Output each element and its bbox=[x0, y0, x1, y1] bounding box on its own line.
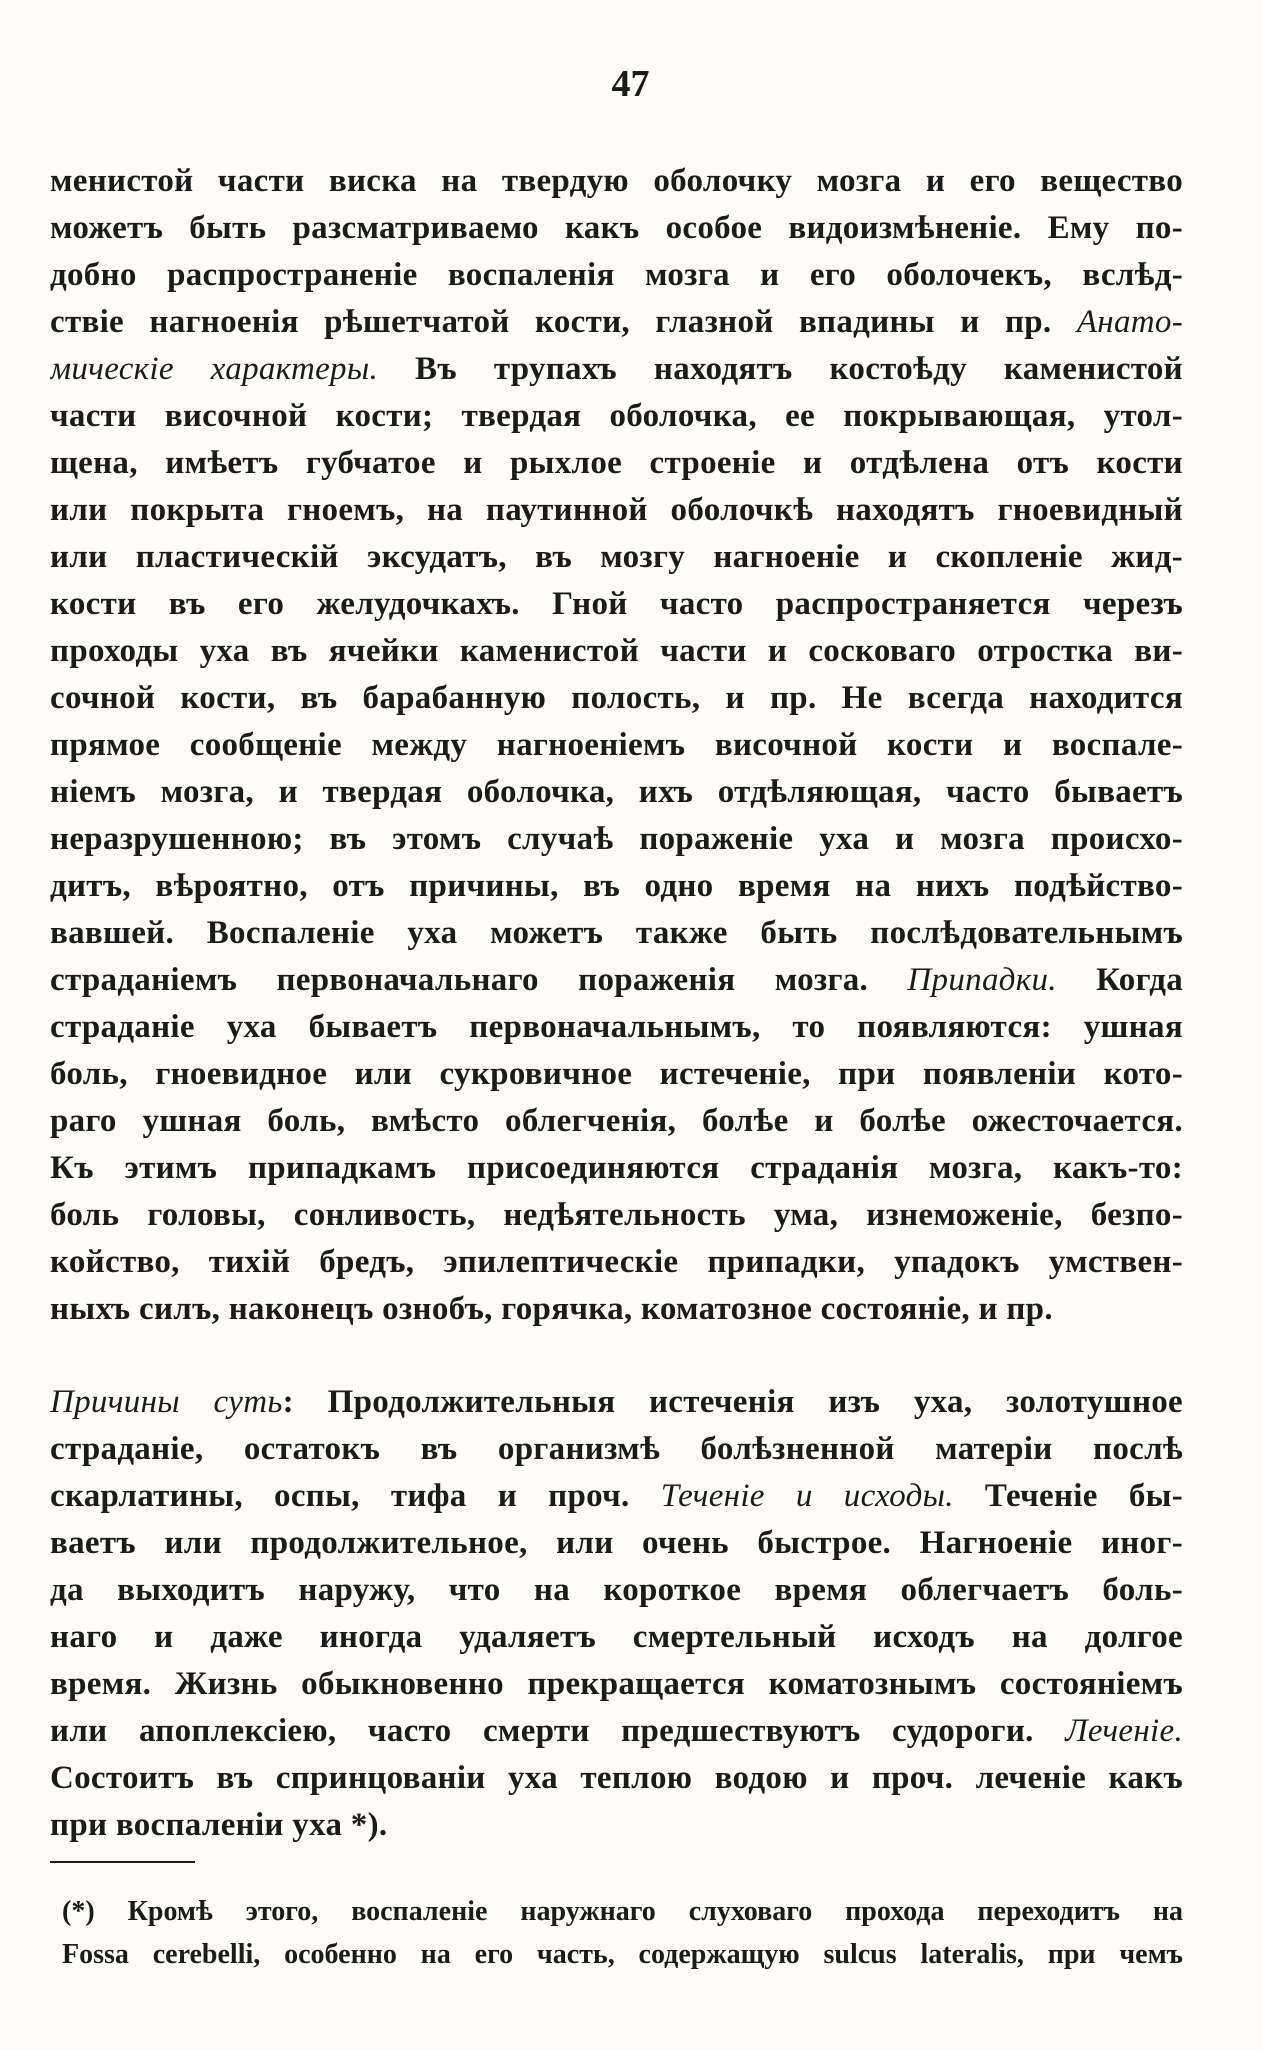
text-segment: боль, гноевидное или сукровичное истеченіе, при появленіи кото- bbox=[50, 1056, 1183, 1092]
text-segment: добно распространеніе воспаленія мозга и его оболочекъ, вслѣд- bbox=[50, 257, 1183, 293]
text-line bbox=[50, 1192, 1183, 1239]
text-segment: страданіе, остатокъ въ организмѣ болѣзненной матеріи послѣ bbox=[50, 1431, 1183, 1467]
text-line bbox=[50, 346, 1183, 393]
text-segment: прямое сообщеніе между нагноеніемъ височной кости и воспале- bbox=[50, 727, 1183, 763]
footnote bbox=[62, 1890, 1183, 1976]
text-segment: или апоплексіею, часто смерти предшествуютъ судороги. bbox=[50, 1713, 1066, 1749]
text-segment: Когда bbox=[1056, 962, 1183, 998]
italic-heading: Припадки. bbox=[907, 962, 1057, 998]
text-line bbox=[50, 957, 1183, 1004]
text-line bbox=[50, 769, 1183, 816]
text-segment: вавшей. Воспаленіе уха можетъ также быть послѣдовательнымъ bbox=[50, 915, 1183, 951]
text-segment: страданіе уха бываетъ первоначальнымъ, то появляются: ушная bbox=[50, 1009, 1183, 1045]
text-line bbox=[50, 628, 1183, 675]
text-line bbox=[50, 299, 1183, 346]
text-line bbox=[50, 1614, 1183, 1661]
text-segment: или покрыта гноемъ, на паутинной оболочкѣ находятъ гноевидный bbox=[50, 492, 1183, 528]
text-segment: неразрушенною; въ этомъ случаѣ пораженіе уха и мозга происхо- bbox=[50, 821, 1183, 857]
text-line bbox=[50, 1239, 1183, 1286]
text-line bbox=[50, 1661, 1183, 1708]
text-line bbox=[50, 1379, 1183, 1426]
text-line bbox=[50, 1145, 1183, 1192]
text-segment: наго и даже иногда удаляетъ смертельный исходъ на долгое bbox=[50, 1619, 1183, 1655]
text-segment: да выходитъ наружу, что на короткое время облегчаетъ боль- bbox=[50, 1572, 1183, 1608]
text-segment: менистой части виска на твердую оболочку мозга и его вещество bbox=[50, 163, 1183, 199]
text-segment: Въ трупахъ находятъ костоѣду каменистой bbox=[378, 351, 1183, 387]
text-line bbox=[50, 1426, 1183, 1473]
text-segment: раго ушная боль, вмѣсто облегченія, болѣе и болѣе ожесточается. bbox=[50, 1103, 1183, 1139]
text-segment: щена, имѣетъ губчатое и рыхлое строеніе и отдѣлена отъ кости bbox=[50, 445, 1183, 481]
footnote-line: (*) Кромѣ этого, воспаленіе наружнаго слуховаго прохода переходитъ на bbox=[62, 1896, 1183, 1927]
text-segment: при воспаленіи уха *). bbox=[50, 1807, 388, 1843]
text-segment: кости въ его желудочкахъ. Гной часто распространяется черезъ bbox=[50, 586, 1183, 622]
text-line bbox=[50, 534, 1183, 581]
text-line bbox=[50, 722, 1183, 769]
text-segment: ніемъ мозга, и твердая оболочка, ихъ отдѣляющая, часто бываетъ bbox=[50, 774, 1183, 810]
text-line bbox=[50, 816, 1183, 863]
text-line bbox=[50, 393, 1183, 440]
text-line bbox=[50, 675, 1183, 722]
text-line bbox=[50, 863, 1183, 910]
text-line bbox=[50, 1755, 1183, 1802]
text-segment: дитъ, вѣроятно, отъ причины, въ одно время на нихъ подѣйство- bbox=[50, 868, 1183, 904]
text-line bbox=[50, 1473, 1183, 1520]
paragraph bbox=[50, 1379, 1183, 1849]
text-segment: части височной кости; твердая оболочка, ее покрывающая, утол- bbox=[50, 398, 1183, 434]
text-line bbox=[50, 1567, 1183, 1614]
text-line bbox=[50, 910, 1183, 957]
text-segment: Состоитъ въ спринцованіи уха теплою водою и проч. леченіе какъ bbox=[50, 1760, 1183, 1796]
paragraph bbox=[50, 158, 1183, 1333]
text-segment: или пластическій эксудатъ, въ мозгу нагноеніе и скопленіе жид- bbox=[50, 539, 1183, 575]
paragraph-gap bbox=[50, 1333, 1183, 1379]
footnote-line: Fossa cerebelli, особенно на его часть, содержащую sulcus lateralis, при чемъ bbox=[62, 1939, 1183, 1970]
footnote-separator bbox=[50, 1861, 195, 1863]
italic-heading: Анато- bbox=[1076, 304, 1183, 340]
italic-heading: Причины суть bbox=[50, 1384, 283, 1420]
text-line bbox=[50, 158, 1183, 205]
text-line bbox=[50, 1286, 1183, 1333]
text-segment: страданіемъ первоначальнаго пораженія мозга. bbox=[50, 962, 908, 998]
text-line bbox=[50, 1004, 1183, 1051]
page-number: 47 bbox=[611, 63, 650, 105]
text-segment: Къ этимъ припадкамъ присоединяются страданія мозга, какъ-то: bbox=[50, 1150, 1183, 1186]
text-segment: ваетъ или продолжительное, или очень быстрое. Нагноеніе иног- bbox=[50, 1525, 1183, 1561]
text-segment: койство, тихій бредъ, эпилептическіе припадки, упадокъ умствен- bbox=[50, 1244, 1183, 1280]
text-line bbox=[50, 1520, 1183, 1567]
text-segment: Теченіе бы- bbox=[953, 1478, 1183, 1514]
text-segment: ныхъ силъ, наконецъ ознобъ, горячка, коматозное состояніе, и пр. bbox=[50, 1291, 1053, 1327]
italic-heading: Теченіе и исходы. bbox=[660, 1478, 954, 1514]
text-line bbox=[50, 1098, 1183, 1145]
text-line bbox=[50, 440, 1183, 487]
text-line bbox=[50, 487, 1183, 534]
italic-heading: Леченіе. bbox=[1065, 1713, 1183, 1749]
text-line bbox=[50, 581, 1183, 628]
text-segment: проходы уха въ ячейки каменистой части и сосковаго отростка ви- bbox=[50, 633, 1183, 669]
text-segment: боль головы, сонливость, недѣятельность ума, изнеможеніе, безпо- bbox=[50, 1197, 1183, 1233]
text-segment: скарлатины, оспы, тифа и проч. bbox=[50, 1478, 661, 1514]
text-segment: можетъ быть разсматриваемо какъ особое видоизмѣненіе. Ему по- bbox=[50, 210, 1183, 246]
text-line bbox=[50, 205, 1183, 252]
text-line bbox=[50, 252, 1183, 299]
italic-heading: мическіе характеры. bbox=[50, 351, 379, 387]
text-segment: сочной кости, въ барабанную полость, и пр. Не всегда находится bbox=[50, 680, 1183, 716]
text-line bbox=[50, 1051, 1183, 1098]
text-line bbox=[50, 1802, 1183, 1849]
text-segment: время. Жизнь обыкновенно прекращается коматознымъ состояніемъ bbox=[50, 1666, 1183, 1702]
body-text bbox=[50, 158, 1183, 1849]
text-line bbox=[50, 1708, 1183, 1755]
text-segment: ствіе нагноенія рѣшетчатой кости, глазной впадины и пр. bbox=[50, 304, 1077, 340]
text-segment: : Продолжительныя истеченія изъ уха, золотушное bbox=[282, 1384, 1183, 1420]
